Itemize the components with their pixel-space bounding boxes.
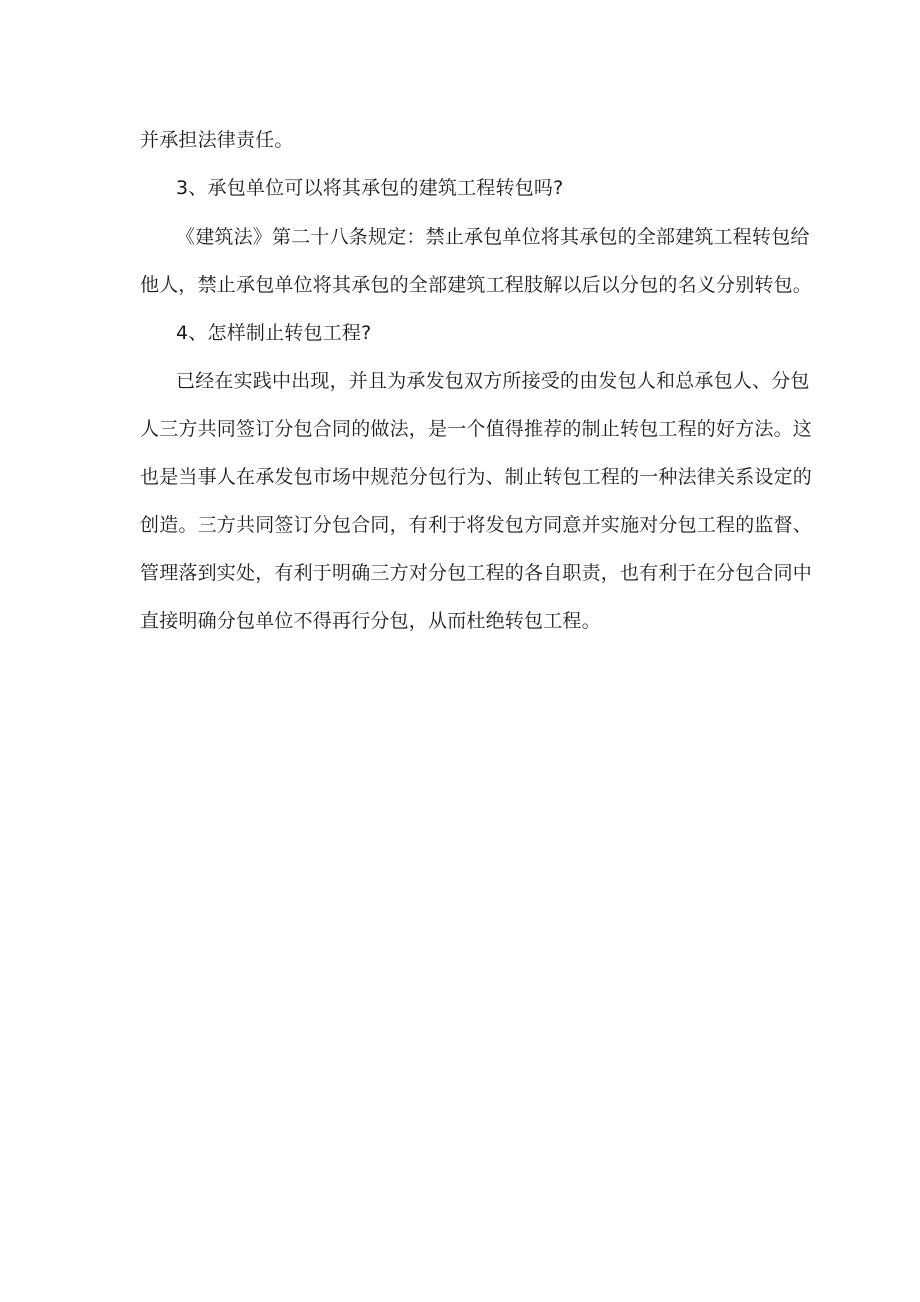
answer-4-line-1: 已经在实践中出现，并且为承发包双方所接受的由发包人和总承包人、分包 — [176, 370, 810, 392]
answer-4-line-6: 直接明确分包单位不得再行分包，从而杜绝转包工程。 — [140, 610, 601, 632]
text-line-continuation: 并承担法律责任。 — [140, 129, 294, 151]
answer-4-line-2: 人三方共同签订分包合同的做法，是一个值得推荐的制止转包工程的好方法。这 — [140, 418, 813, 440]
question-4-heading: 4、怎样制止转包工程? — [176, 322, 372, 344]
question-3-heading: 3、承包单位可以将其承包的建筑工程转包吗? — [176, 177, 564, 199]
answer-3-line-1: 《建筑法》第二十八条规定：禁止承包单位将其承包的全部建筑工程转包给 — [176, 226, 810, 248]
answer-4-line-5: 管理落到实处，有利于明确三方对分包工程的各自职责，也有利于在分包合同中 — [140, 562, 813, 584]
answer-4-line-4: 创造。三方共同签订分包合同，有利于将发包方同意并实施对分包工程的监督、 — [140, 514, 813, 536]
answer-4-line-3: 也是当事人在承发包市场中规范分包行为、制止转包工程的一种法律关系设定的 — [140, 466, 813, 488]
answer-3-line-2: 他人，禁止承包单位将其承包的全部建筑工程肢解以后以分包的名义分别转包。 — [140, 274, 813, 296]
